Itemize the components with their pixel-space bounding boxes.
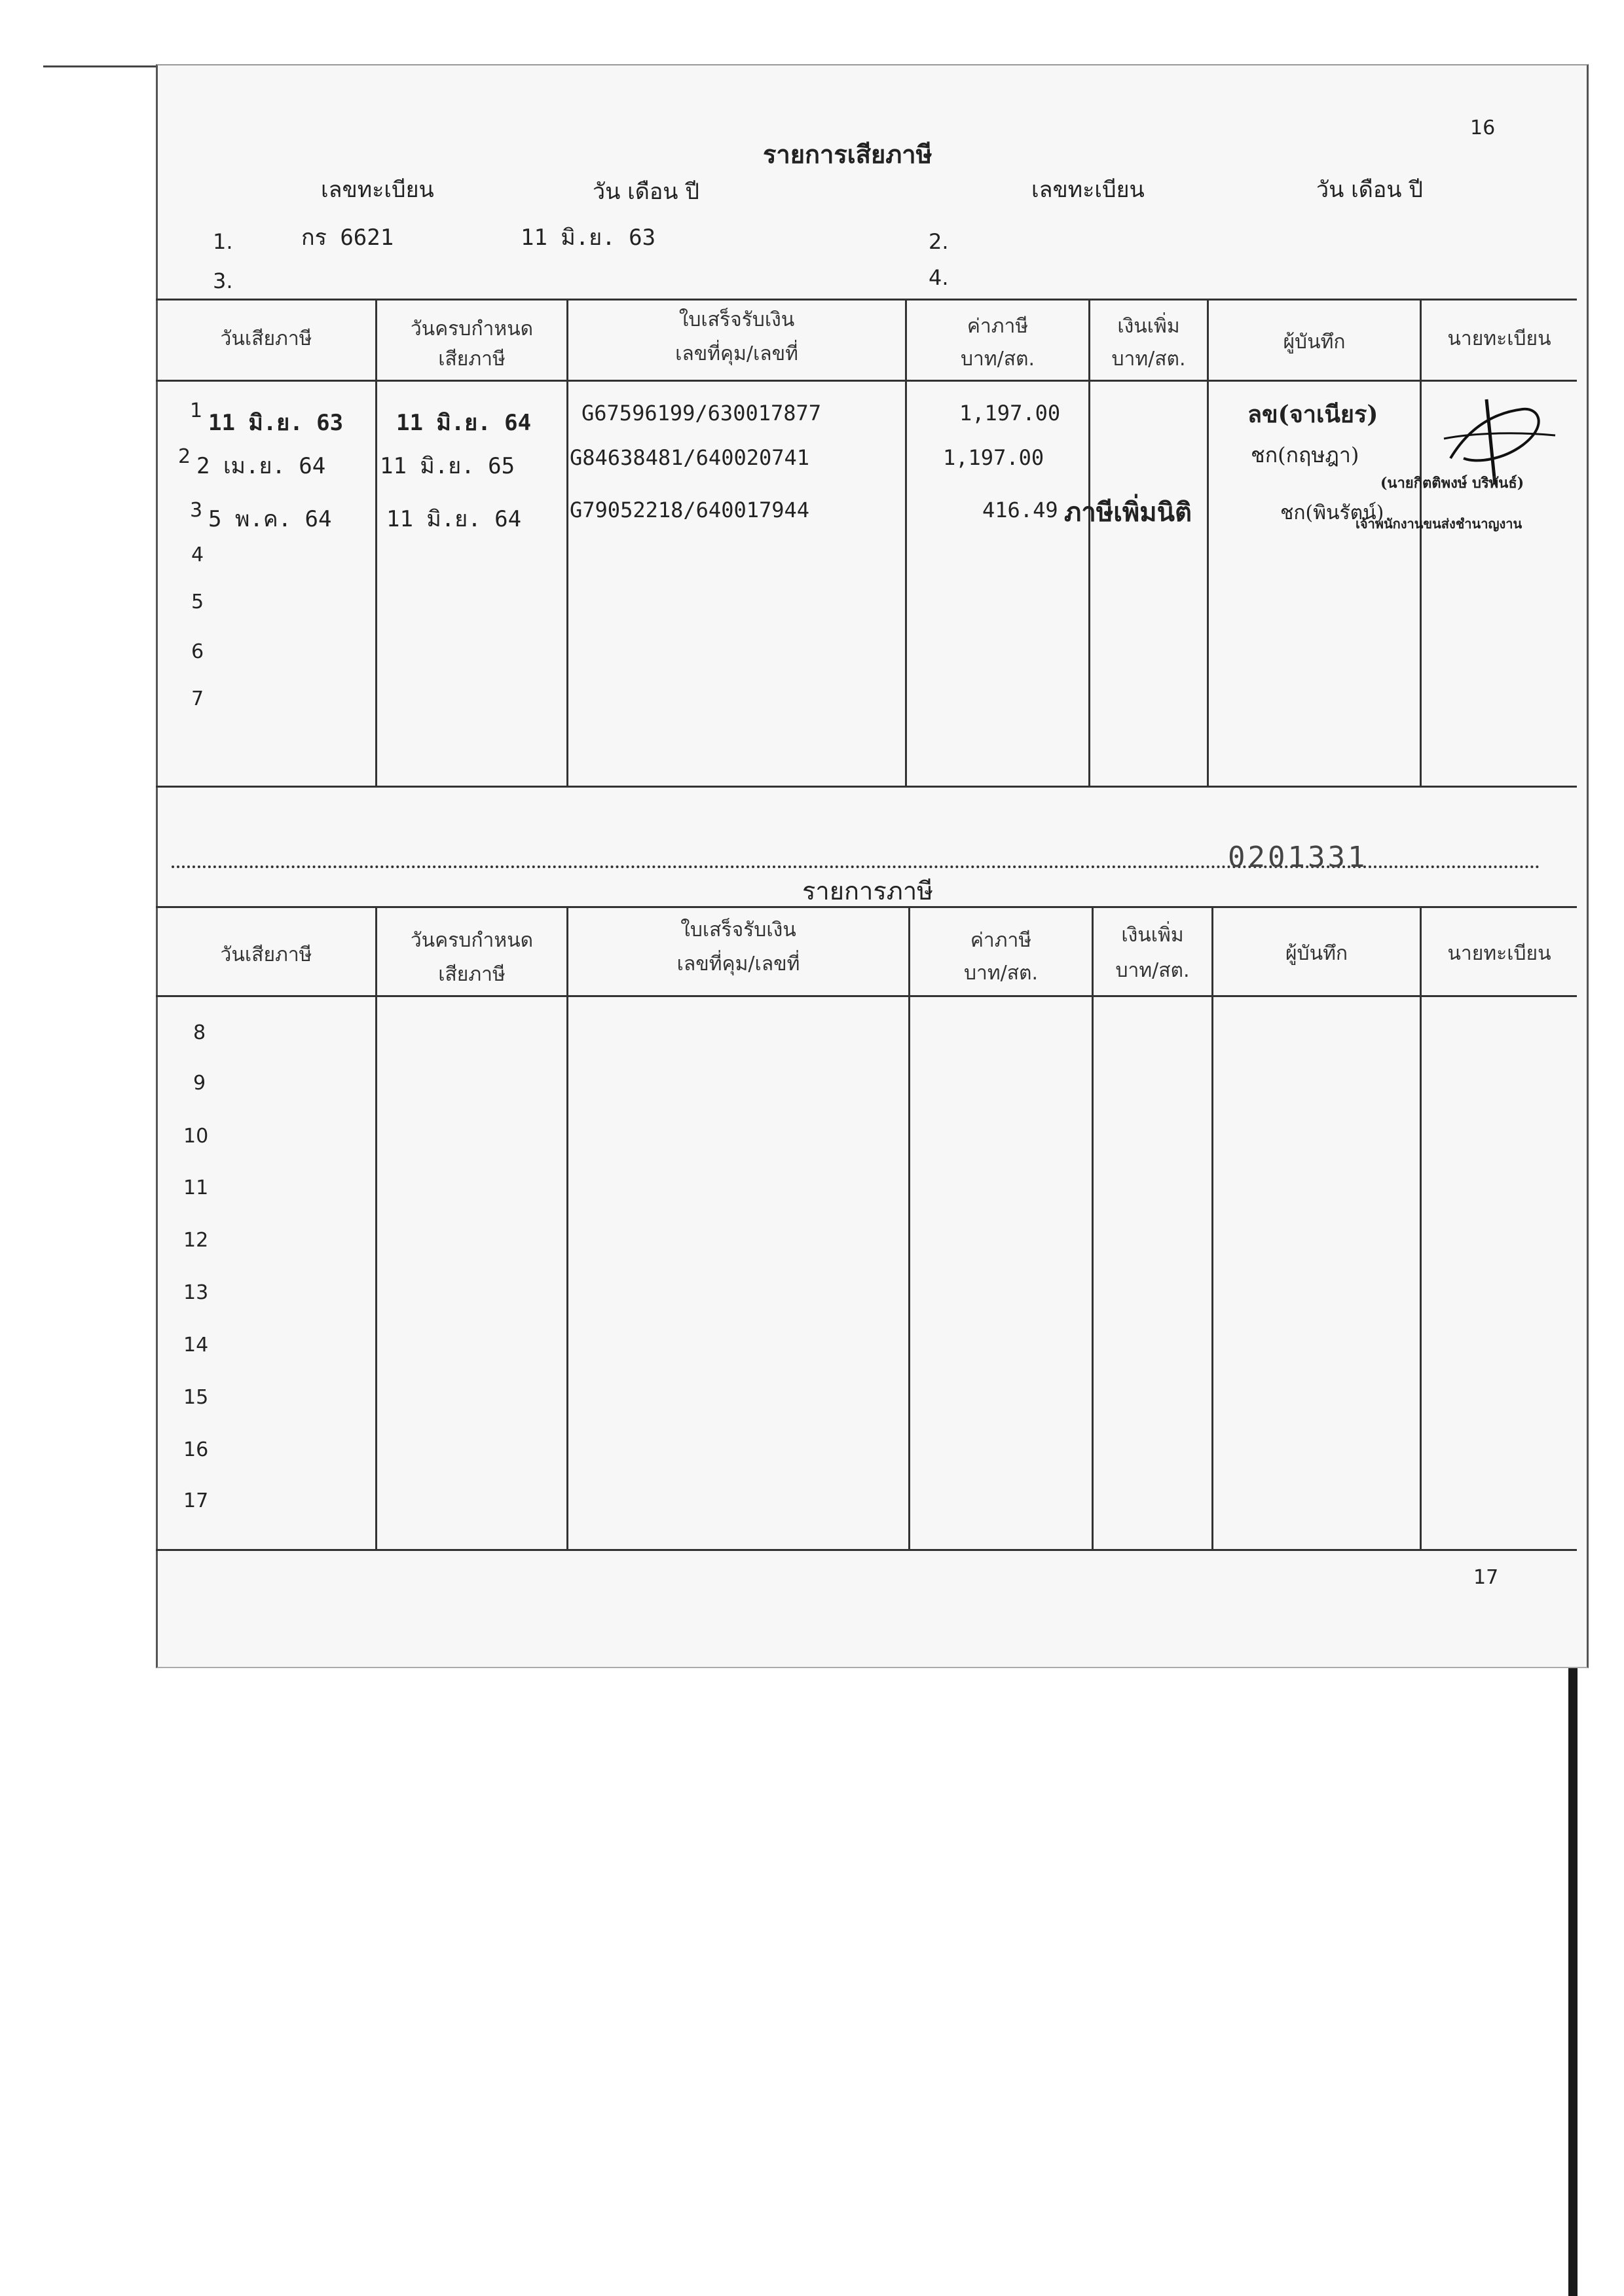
s2-row-num: 14 [183, 1334, 209, 1357]
s2-hdr-receipt-1: ใบเสร็จรับเงิน [680, 919, 796, 941]
s1-row-num: 4 [191, 543, 204, 566]
s1-top-rule [156, 299, 1577, 301]
s2-hdr-receipt-2: เลขที่คุม/เลขที่ [676, 953, 800, 975]
s1-row3-receipt: G79052218/640017944 [570, 498, 810, 522]
s1-hdr-due-1: วันครบกำหนด [410, 318, 534, 340]
s1-row3-extra-stamp: ภาษีเพิ่มนิติ [1064, 497, 1192, 528]
s2-row-num: 8 [193, 1021, 206, 1044]
s1-col-divider [566, 299, 568, 787]
s2-hdr-pay-date: วันเสียภาษี [220, 943, 312, 966]
s2-hdr-extra-2: บาท/สต. [1115, 959, 1190, 982]
reg-num-4: 4. [929, 265, 949, 290]
s1-header-rule [156, 380, 1577, 382]
s2-hdr-due-2: เสียภาษี [438, 963, 506, 986]
s1-row1-receipt: G67596199/630017877 [581, 401, 822, 426]
reg-date-1: 11 มิ.ย. 63 [521, 225, 656, 251]
s2-row-num: 13 [183, 1281, 209, 1304]
s2-col-divider [1092, 906, 1094, 1550]
s1-row-num: 3 [190, 499, 203, 522]
s1-row-num: 1 [190, 399, 203, 422]
reg-num-1: 1. [213, 229, 233, 254]
s2-row-num: 12 [183, 1229, 209, 1252]
s2-header-rule [156, 995, 1577, 997]
reg-label-right: เลขทะเบียน [1031, 177, 1145, 203]
s1-hdr-extra-2: บาท/สต. [1111, 348, 1186, 371]
s2-hdr-tax-1: ค่าภาษี [970, 929, 1032, 952]
s2-hdr-recorder: ผู้บันทึก [1285, 942, 1348, 965]
s1-col-divider [1420, 299, 1422, 787]
s2-col-divider [908, 906, 910, 1550]
s1-row3-pay-date: 5 พ.ค. 64 [208, 506, 332, 532]
s2-col-divider [1420, 906, 1422, 1550]
s2-hdr-extra-1: เงินเพิ่ม [1121, 924, 1184, 947]
s1-hdr-pay-date: วันเสียภาษี [220, 327, 312, 350]
s2-col-divider [1211, 906, 1213, 1550]
s1-row-num: 6 [191, 640, 204, 663]
s1-row2-recorder: ชก(กฤษฎา) [1251, 443, 1359, 467]
page-number-bottom: 17 [1473, 1566, 1499, 1589]
s1-row1-recorder: ลข(จาเนียร) [1247, 401, 1378, 428]
s2-row-num: 17 [183, 1489, 209, 1512]
s2-row-num: 9 [193, 1072, 206, 1095]
s1-row2-pay-date: 2 เม.ย. 64 [196, 453, 326, 479]
s1-hdr-extra-1: เงินเพิ่ม [1117, 315, 1180, 338]
s1-col-divider [1207, 299, 1209, 787]
reg-label-left: เลขทะเบียน [321, 177, 434, 203]
registrar-stamp-title: เจ้าพนักงานขนส่งชำนาญงาน [1356, 516, 1522, 532]
s1-hdr-receipt-2: เลขที่คุม/เลขที่ [675, 342, 798, 365]
s1-hdr-tax-1: ค่าภาษี [967, 315, 1029, 338]
section1-title: รายการเสียภาษี [763, 140, 932, 169]
s2-bottom-rule [156, 1549, 1577, 1551]
s2-hdr-tax-2: บาท/สต. [963, 962, 1039, 985]
s2-row-num: 15 [183, 1386, 209, 1409]
date-label-right: วัน เดือน ปี [1316, 177, 1423, 203]
serial-fragment: 0201331 [1228, 841, 1368, 874]
s1-row1-pay-date: 11 มิ.ย. 63 [208, 410, 344, 436]
s1-hdr-registrar: นายทะเบียน [1447, 327, 1551, 350]
section2-title: รายการภาษี [802, 877, 934, 905]
page-number-top: 16 [1470, 117, 1496, 139]
s1-bottom-rule [156, 786, 1577, 788]
s1-row-num: 7 [191, 687, 204, 710]
date-label-left: วัน เดือน ปี [593, 179, 699, 205]
s1-row-num: 5 [191, 591, 204, 613]
s1-row2-receipt: G84638481/640020741 [570, 445, 810, 470]
s2-row-num: 16 [183, 1438, 209, 1461]
reg-plate-1: กร 6621 [301, 225, 394, 251]
s1-hdr-recorder: ผู้บันทึก [1283, 331, 1346, 354]
registrar-stamp-name: (นายกิตติพงษ์ บริพันธ์) [1380, 475, 1524, 492]
s1-hdr-due-2: เสียภาษี [438, 348, 506, 371]
s1-row-num: 2 [178, 445, 191, 468]
s1-hdr-tax-2: บาท/สต. [960, 348, 1035, 371]
s2-hdr-registrar: นายทะเบียน [1447, 942, 1551, 965]
s1-row3-tax: 416.49 [982, 498, 1058, 522]
s2-top-rule [156, 906, 1577, 908]
s2-hdr-due-1: วันครบกำหนด [410, 929, 534, 952]
reg-num-2: 2. [929, 229, 949, 254]
s1-row1-due-date: 11 มิ.ย. 64 [396, 410, 532, 436]
s2-row-num: 10 [183, 1125, 209, 1148]
s2-row-num: 11 [183, 1176, 209, 1199]
s2-col-divider [375, 906, 377, 1550]
s2-col-divider [566, 906, 568, 1550]
reg-num-3: 3. [213, 268, 233, 293]
s1-row1-tax: 1,197.00 [959, 401, 1061, 426]
s1-row2-due-date: 11 มิ.ย. 65 [380, 453, 515, 479]
s1-row2-tax: 1,197.00 [943, 445, 1044, 470]
s1-row3-recorder: ชก(พินรัตน์) [1280, 501, 1384, 524]
s1-row3-due-date: 11 มิ.ย. 64 [386, 506, 522, 532]
s1-hdr-receipt-1: ใบเสร็จรับเงิน [678, 308, 795, 331]
